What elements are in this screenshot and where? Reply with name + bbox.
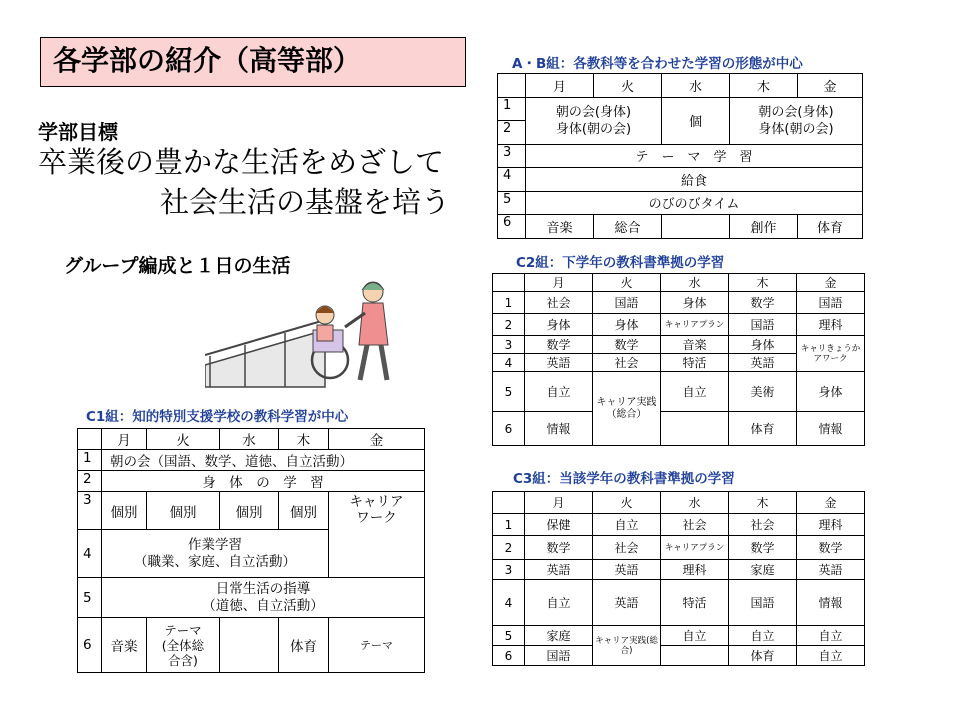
schedule-cell: 数学: [797, 536, 865, 560]
day-header: 金: [329, 429, 425, 450]
table-row: [498, 215, 863, 239]
table-row: [493, 580, 865, 626]
table-row: [498, 191, 863, 215]
day-header: 金: [798, 74, 863, 98]
corner-cell: [78, 429, 102, 450]
schedule-cell: テーマ: [329, 618, 425, 673]
table-row: [498, 168, 863, 192]
period-number: 2: [493, 314, 525, 336]
ab-schedule-table: [497, 73, 863, 239]
period-number: 5: [78, 578, 102, 618]
schedule-cell: [220, 618, 279, 673]
day-header: 月: [525, 274, 593, 292]
table-row: [493, 336, 865, 354]
schedule-cell: 国語: [797, 292, 865, 314]
table-row: [493, 372, 865, 412]
period-number: 3: [498, 144, 526, 168]
schedule-cell: 国語: [593, 292, 661, 314]
schedule-cell: 身体: [593, 314, 661, 336]
table-row: [78, 492, 425, 530]
corner-cell: [493, 274, 525, 292]
schedule-cell: 情報: [797, 580, 865, 626]
schedule-cell: 英語: [593, 580, 661, 626]
table-row: [78, 429, 425, 450]
schedule-cell: キャリアプラン: [661, 314, 729, 336]
table-row: [493, 514, 865, 536]
schedule-cell: 体育: [729, 646, 797, 666]
c2-table-title: C2組：下学年の教科書準拠の学習: [516, 255, 725, 271]
period-number: 6: [498, 215, 526, 239]
corner-cell: [498, 74, 526, 98]
schedule-cell: 英語: [525, 354, 593, 372]
schedule-cell: [661, 412, 729, 446]
schedule-cell: のびのびタイム: [526, 191, 863, 215]
day-header: 金: [797, 274, 865, 292]
period-number: 1: [493, 514, 525, 536]
day-header: 月: [102, 429, 147, 450]
period-number: 4: [493, 580, 525, 626]
schedule-cell: キャリきょうかアワーク: [797, 336, 865, 372]
schedule-cell: 朝の会（国語、数学、道徳、自立活動）: [102, 450, 425, 471]
period-number: 3: [493, 560, 525, 580]
schedule-cell: 数学: [729, 292, 797, 314]
period-number: 5: [498, 191, 526, 215]
schedule-cell: 社会: [729, 514, 797, 536]
group-heading: グループ編成と１日の生活: [64, 255, 291, 277]
period-number: 5: [493, 372, 525, 412]
c2-schedule-table: [492, 273, 865, 446]
schedule-cell: 日常生活の指導 （道徳、自立活動）: [102, 578, 425, 618]
schedule-cell: 自立: [593, 514, 661, 536]
schedule-cell: 自立: [797, 626, 865, 646]
schedule-cell: 家庭: [729, 560, 797, 580]
table-row: [78, 471, 425, 492]
schedule-cell: 音楽: [102, 618, 147, 673]
schedule-cell: 個別: [147, 492, 220, 530]
day-header: 水: [220, 429, 279, 450]
schedule-cell: 給食: [526, 168, 863, 192]
schedule-cell: 自立: [797, 646, 865, 666]
schedule-cell: 自立: [525, 580, 593, 626]
schedule-cell: キャリア実践（総合）: [593, 372, 661, 446]
schedule-cell: 理科: [797, 314, 865, 336]
schedule-cell: 体育: [729, 412, 797, 446]
schedule-cell: 社会: [593, 536, 661, 560]
day-header: 火: [147, 429, 220, 450]
period-number: 3: [78, 492, 102, 530]
page-title: 各学部の紹介（高等部）: [40, 37, 466, 87]
schedule-cell: キャリア ワーク: [329, 492, 425, 578]
day-header: 火: [594, 74, 662, 98]
table-row: [493, 626, 865, 646]
table-row: [493, 314, 865, 336]
period-number: 6: [493, 646, 525, 666]
wheelchair-ramp-illustration: [205, 275, 405, 395]
table-row: [78, 450, 425, 471]
schedule-cell: 朝の会(身体) 身体(朝の会): [730, 97, 863, 144]
schedule-cell: 社会: [661, 514, 729, 536]
day-header: 木: [729, 492, 797, 514]
schedule-cell: 音楽: [661, 336, 729, 354]
period-number: 1: [78, 450, 102, 471]
day-header: 金: [797, 492, 865, 514]
schedule-cell: 英語: [593, 560, 661, 580]
schedule-cell: 理科: [661, 560, 729, 580]
schedule-cell: 個: [662, 97, 730, 144]
period-number: 1: [498, 97, 526, 121]
schedule-cell: 特活: [661, 580, 729, 626]
period-number: 4: [493, 354, 525, 372]
schedule-cell: 情報: [525, 412, 593, 446]
schedule-cell: 特活: [661, 354, 729, 372]
schedule-cell: 保健: [525, 514, 593, 536]
table-row: [493, 560, 865, 580]
corner-cell: [493, 492, 525, 514]
period-number: 2: [498, 121, 526, 145]
schedule-cell: 身体: [525, 314, 593, 336]
period-number: 2: [493, 536, 525, 560]
schedule-cell: 個別: [220, 492, 279, 530]
period-number: 6: [78, 618, 102, 673]
goal-label: 学部目標: [38, 120, 118, 144]
schedule-cell: [661, 646, 729, 666]
goal-line-1: 卒業後の豊かな生活をめざして: [38, 145, 445, 179]
ab-table-title: A・B組：各教科等を合わせた学習の形態が中心: [512, 56, 803, 72]
schedule-cell: 国語: [729, 314, 797, 336]
schedule-cell: 国語: [525, 646, 593, 666]
day-header: 火: [593, 274, 661, 292]
schedule-cell: キャリア実践(総合): [593, 626, 661, 666]
table-row: [78, 578, 425, 618]
schedule-cell: 個別: [102, 492, 147, 530]
table-row: [493, 646, 865, 666]
schedule-cell: 自立: [661, 372, 729, 412]
schedule-cell: 理科: [797, 514, 865, 536]
day-header: 水: [661, 274, 729, 292]
schedule-cell: 身 体 の 学 習: [102, 471, 425, 492]
schedule-cell: 数学: [729, 536, 797, 560]
day-header: 火: [593, 492, 661, 514]
schedule-cell: 創作: [730, 215, 798, 239]
table-row: [493, 292, 865, 314]
period-number: 6: [493, 412, 525, 446]
table-row: [493, 492, 865, 514]
table-row: [493, 412, 865, 446]
schedule-cell: 自立: [525, 372, 593, 412]
period-number: 4: [78, 530, 102, 578]
period-number: 3: [493, 336, 525, 354]
period-number: 1: [493, 292, 525, 314]
table-row: [498, 144, 863, 168]
schedule-cell: 総合: [594, 215, 662, 239]
c3-schedule-table: [492, 491, 865, 666]
schedule-cell: 朝の会(身体) 身体(朝の会): [526, 97, 662, 144]
day-header: 水: [662, 74, 730, 98]
schedule-cell: テ ー マ 学 習: [526, 144, 863, 168]
schedule-cell: 数学: [593, 336, 661, 354]
day-header: 月: [526, 74, 594, 98]
c1-table-title: C1組：知的特別支援学校の教科学習が中心: [86, 409, 349, 425]
period-number: 2: [78, 471, 102, 492]
table-row: [493, 536, 865, 560]
table-row: [78, 618, 425, 673]
day-header: 木: [730, 74, 798, 98]
schedule-cell: 体育: [798, 215, 863, 239]
day-header: 木: [729, 274, 797, 292]
schedule-cell: テーマ (全体総 合含): [147, 618, 220, 673]
schedule-cell: 音楽: [526, 215, 594, 239]
schedule-cell: 英語: [797, 560, 865, 580]
schedule-cell: 数学: [525, 336, 593, 354]
schedule-cell: 自立: [729, 626, 797, 646]
goal-line-2: 社会生活の基盤を培う: [160, 185, 451, 219]
day-header: 水: [661, 492, 729, 514]
schedule-cell: 作業学習 （職業、家庭、自立活動）: [102, 530, 329, 578]
table-row: [493, 274, 865, 292]
schedule-cell: 社会: [525, 292, 593, 314]
schedule-cell: 身体: [797, 372, 865, 412]
schedule-cell: 体育: [279, 618, 329, 673]
schedule-cell: 美術: [729, 372, 797, 412]
table-row: [498, 74, 863, 98]
c3-table-title: C3組：当該学年の教科書準拠の学習: [513, 471, 735, 487]
schedule-cell: キャリアプラン: [661, 536, 729, 560]
schedule-cell: 英語: [729, 354, 797, 372]
period-number: 4: [498, 168, 526, 192]
schedule-cell: 家庭: [525, 626, 593, 646]
schedule-cell: 数学: [525, 536, 593, 560]
day-header: 木: [279, 429, 329, 450]
period-number: 5: [493, 626, 525, 646]
schedule-cell: 情報: [797, 412, 865, 446]
c1-schedule-table: [77, 428, 425, 673]
schedule-cell: 個別: [279, 492, 329, 530]
day-header: 月: [525, 492, 593, 514]
schedule-cell: 自立: [661, 626, 729, 646]
schedule-cell: [662, 215, 730, 239]
schedule-cell: 身体: [729, 336, 797, 354]
table-row: [498, 97, 863, 121]
schedule-cell: 身体: [661, 292, 729, 314]
schedule-cell: 英語: [525, 560, 593, 580]
schedule-cell: 国語: [729, 580, 797, 626]
schedule-cell: 社会: [593, 354, 661, 372]
